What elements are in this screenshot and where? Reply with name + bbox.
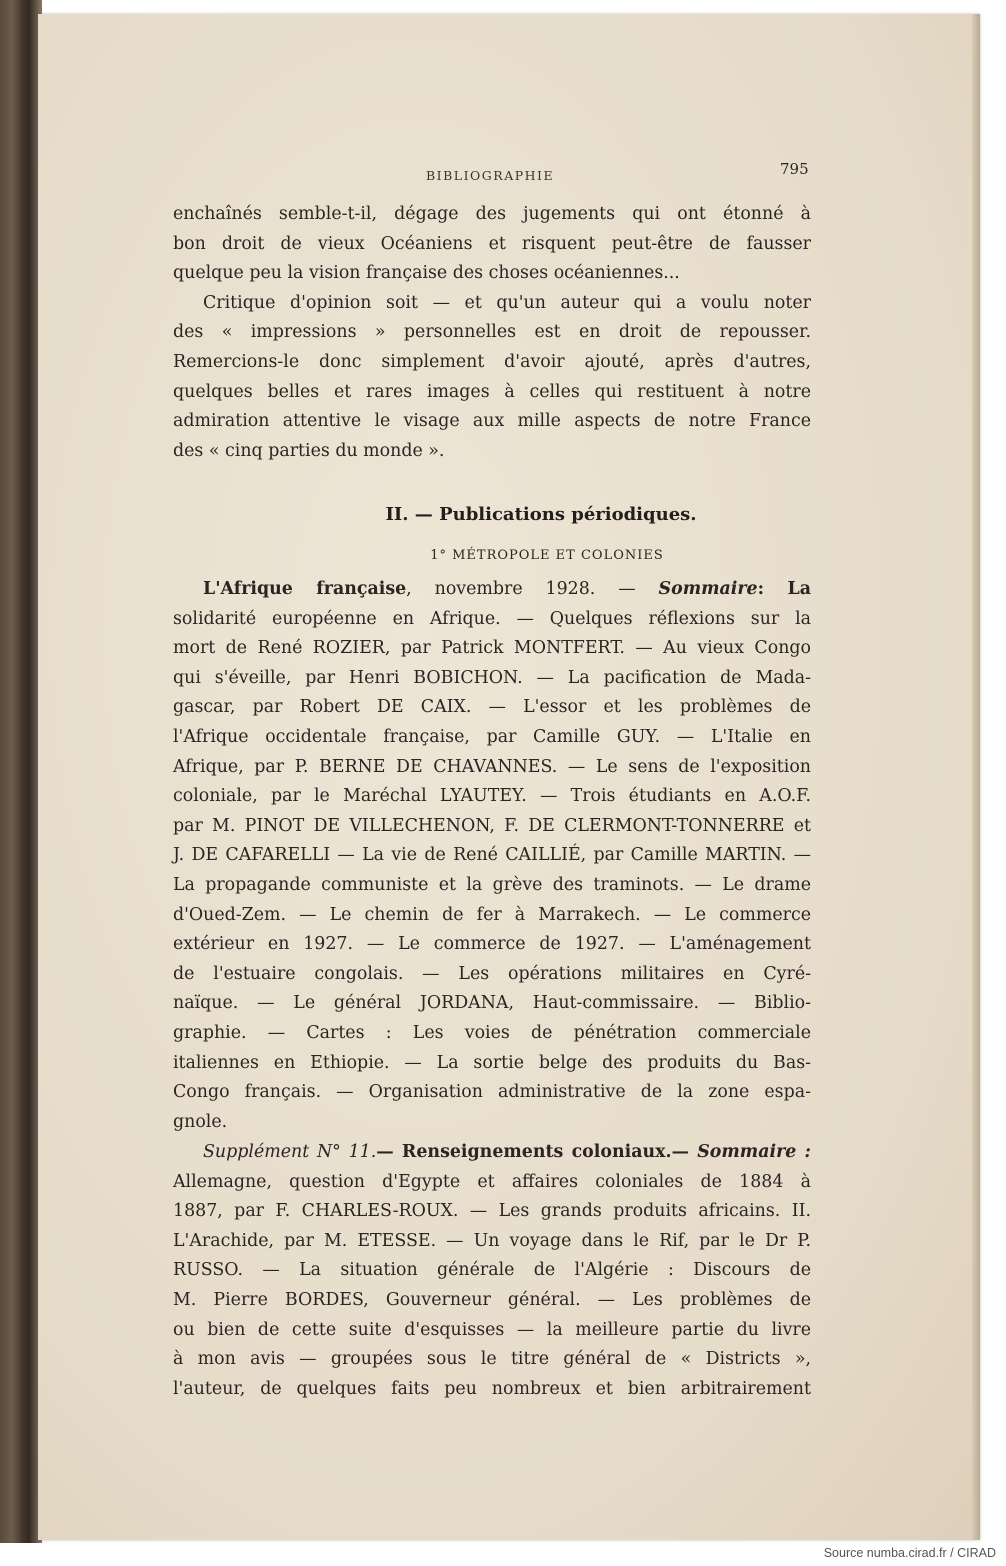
- entry-first-line: [173, 1138, 811, 1168]
- journal-title: L'Afrique française: [203, 579, 407, 599]
- text-line: des « impressions » personnelles est en droit de repousser.: [173, 322, 811, 343]
- text-line: extérieur en 1927. — Le commerce de 1927. — L'aménagement: [173, 934, 811, 955]
- text-line: l'auteur, de quelques faits peu nombreux et bien arbitrairement: [173, 1378, 811, 1399]
- section-heading-text: II. — Publications périodiques.: [385, 504, 697, 525]
- text-line: qui s'éveille, par Henri BOBICHON. — La pacification de Mada-: [173, 667, 811, 688]
- section-subheading-text: 1° MÉTROPOLE ET COLONIES: [430, 548, 664, 563]
- text-line: RUSSO. — La situation générale de l'Algérie : Discours de: [173, 1260, 811, 1281]
- entry-supplement: [173, 1138, 811, 1404]
- entry-afrique-francaise: [173, 575, 811, 1137]
- book-page: [38, 14, 978, 1540]
- sommaire-label: Sommaire :: [697, 1142, 811, 1162]
- section-subheading: [38, 548, 978, 563]
- opening-paragraphs: [173, 200, 811, 466]
- entry-first-line: [173, 575, 811, 605]
- text-line: solidarité européenne en Afrique. — Quelques réflexions sur la: [173, 608, 811, 629]
- text-line: mort de René ROZIER, par Patrick MONTFERT. — Au vieux Congo: [173, 638, 811, 659]
- text-line: graphie. — Cartes : Les voies de pénétration commerciale: [173, 1022, 811, 1043]
- entry-first-line-rest: : La: [757, 579, 811, 599]
- text-line: Critique d'opinion soit — et qu'un auteur qui a voulu noter: [203, 292, 811, 313]
- supplement-label: Supplément N° 11.: [203, 1142, 377, 1162]
- supplement-title: — Renseignements coloniaux.—: [376, 1142, 698, 1162]
- text-line: La propagande communiste et la grève des traminots. — Le drame: [173, 874, 811, 895]
- text-line: Congo français. — Organisation administrative de la zone espa-: [173, 1082, 811, 1103]
- text-line: quelques belles et rares images à celles qui restituent à notre: [173, 381, 811, 402]
- section-heading: [38, 504, 978, 525]
- text-line: italiennes en Ethiopie. — La sortie belge des produits du Bas-: [173, 1052, 811, 1073]
- text-line: coloniale, par le Maréchal LYAUTEY. — Trois étudiants en A.O.F.: [173, 786, 811, 807]
- text-line: 1887, par F. CHARLES-ROUX. — Les grands produits africains. II.: [173, 1201, 811, 1222]
- text-line: M. Pierre BORDES, Gouverneur général. — Les problèmes de: [173, 1289, 811, 1310]
- sommaire-label: Sommaire: [658, 579, 758, 599]
- text-line: ou bien de cette suite d'esquisses — la meilleure partie du livre: [173, 1319, 811, 1340]
- text-line: l'Afrique occidentale française, par Camille GUY. — L'Italie en: [173, 726, 811, 747]
- page-number: 795: [780, 160, 809, 178]
- text-line: bon droit de vieux Océaniens et risquent peut-être de fausser: [173, 233, 811, 254]
- text-line: quelque peu la vision française des choses océaniennes...: [173, 263, 680, 284]
- text-line: gascar, par Robert DE CAIX. — L'essor et les problèmes de: [173, 697, 811, 718]
- text-line: à mon avis — groupées sous le titre général de « Districts »,: [173, 1349, 811, 1370]
- text-line: de l'estuaire congolais. — Les opérations militaires en Cyré-: [173, 963, 811, 984]
- text-line: des « cinq parties du monde ».: [173, 440, 445, 461]
- text-line: Allemagne, question d'Egypte et affaires coloniales de 1884 à: [173, 1171, 811, 1192]
- text-line: Remercions-le donc simplement d'avoir ajouté, après d'autres,: [173, 351, 811, 372]
- text-line: naïque. — Le général JORDANA, Haut-commissaire. — Biblio-: [173, 993, 811, 1014]
- entry-date: , novembre 1928. —: [406, 579, 659, 599]
- text-line: Afrique, par P. BERNE DE CHAVANNES. — Le sens de l'exposition: [173, 756, 811, 777]
- page-edge: [972, 14, 980, 1540]
- text-line: gnole.: [173, 1111, 228, 1132]
- text-line: par M. PINOT DE VILLECHENON, F. DE CLERMONT-TONNERRE et: [173, 815, 811, 836]
- text-line: d'Oued-Zem. — Le chemin de fer à Marrakech. — Le commerce: [173, 904, 811, 925]
- text-line: L'Arachide, par M. ETESSE. — Un voyage dans le Rif, par le Dr P.: [173, 1230, 811, 1251]
- running-head-title: BIBLIOGRAPHIE: [426, 168, 555, 183]
- source-credit: Source numba.cirad.fr / CIRAD: [823, 1546, 996, 1560]
- text-line: J. DE CAFARELLI — La vie de René CAILLIÉ, par Camille MARTIN. —: [173, 845, 811, 866]
- text-line: enchaînés semble-t-il, dégage des jugements qui ont étonné à: [173, 204, 811, 224]
- text-line: admiration attentive le visage aux mille aspects de notre France: [173, 411, 811, 432]
